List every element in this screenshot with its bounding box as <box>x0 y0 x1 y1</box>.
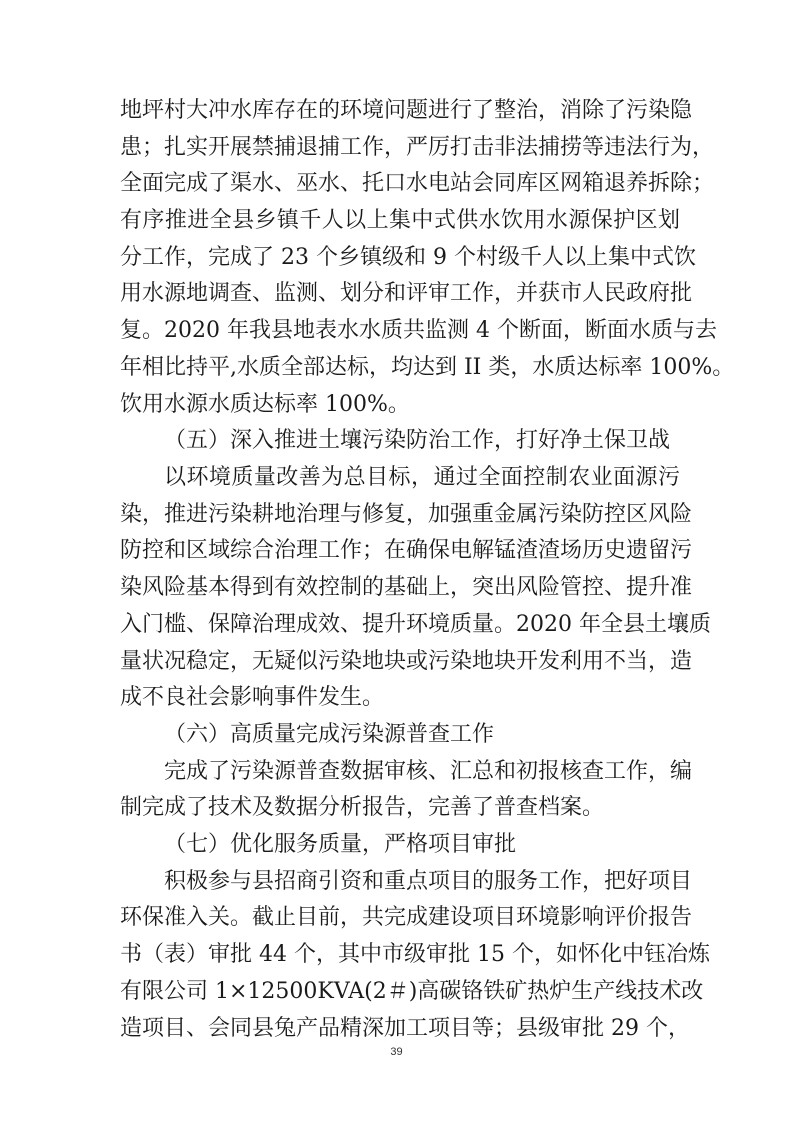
body-line: 制完成了技术及数据分析报告，完善了普查档案。 <box>120 795 605 820</box>
body-line: 环保准入关。截止目前，共完成建设项目环境影响评价报告 <box>120 905 693 930</box>
body-line: 入门槛、保障治理成效、提升环境质量。2020 年全县土壤质 <box>120 612 711 637</box>
body-line: 成不良社会影响事件发生。 <box>120 685 385 710</box>
body-line: 分工作，完成了 23 个乡镇级和 9 个村级千人以上集中式饮 <box>120 245 696 270</box>
body-line: 全面完成了渠水、巫水、托口水电站会同库区网箱退养拆除； <box>120 171 715 196</box>
section-heading-7: （七）优化服务质量，严格项目审批 <box>164 832 517 857</box>
body-line: 有序推进全县乡镇千人以上集中式供水饮用水源保护区划 <box>120 208 680 233</box>
body-line: 年相比持平,水质全部达标，均达到 II 类，水质达标率 100%。 <box>120 355 735 380</box>
page-number: 39 <box>390 1046 403 1058</box>
body-line: 患；扎实开展禁捕退捕工作，严厉打击非法捕捞等违法行为， <box>120 135 715 160</box>
paragraph-first-line: 以环境质量改善为总目标，通过全面控制农业面源污 <box>164 465 680 490</box>
paragraph-first-line: 积极参与县招商引资和重点项目的服务工作，把好项目 <box>164 869 693 894</box>
body-line: 地坪村大冲水库存在的环境问题进行了整治，消除了污染隐 <box>120 98 693 123</box>
body-line: 防控和区域综合治理工作；在确保电解锰渣渣场历史遗留污 <box>120 538 693 563</box>
body-line: 造项目、会同县兔产品精深加工项目等；县级审批 29 个， <box>120 1016 690 1041</box>
body-line: 有限公司 1×12500KVA(2＃)高碳铬铁矿热炉生产线技术改 <box>120 979 704 1004</box>
body-line: 复。2020 年我县地表水水质共监测 4 个断面，断面水质与去 <box>120 318 717 343</box>
body-line: 饮用水源水质达标率 100%。 <box>120 392 410 417</box>
section-heading-5: （五）深入推进土壤污染防治工作，打好净土保卫战 <box>164 428 671 453</box>
section-heading-6: （六）高质量完成污染源普查工作 <box>164 722 495 747</box>
body-line: 书（表）审批 44 个，其中市级审批 15 个，如怀化中钰冶炼 <box>120 942 710 967</box>
body-line: 用水源地调查、监测、划分和评审工作，并获市人民政府批 <box>120 281 693 306</box>
paragraph-first-line: 完成了污染源普查数据审核、汇总和初报核查工作，编 <box>164 759 693 784</box>
body-line: 染，推进污染耕地治理与修复，加强重金属污染防控区风险 <box>120 502 693 527</box>
body-line: 染风险基本得到有效控制的基础上，突出风险管控、提升准 <box>120 575 693 600</box>
body-line: 量状况稳定，无疑似污染地块或污染地块开发利用不当，造 <box>120 649 693 674</box>
